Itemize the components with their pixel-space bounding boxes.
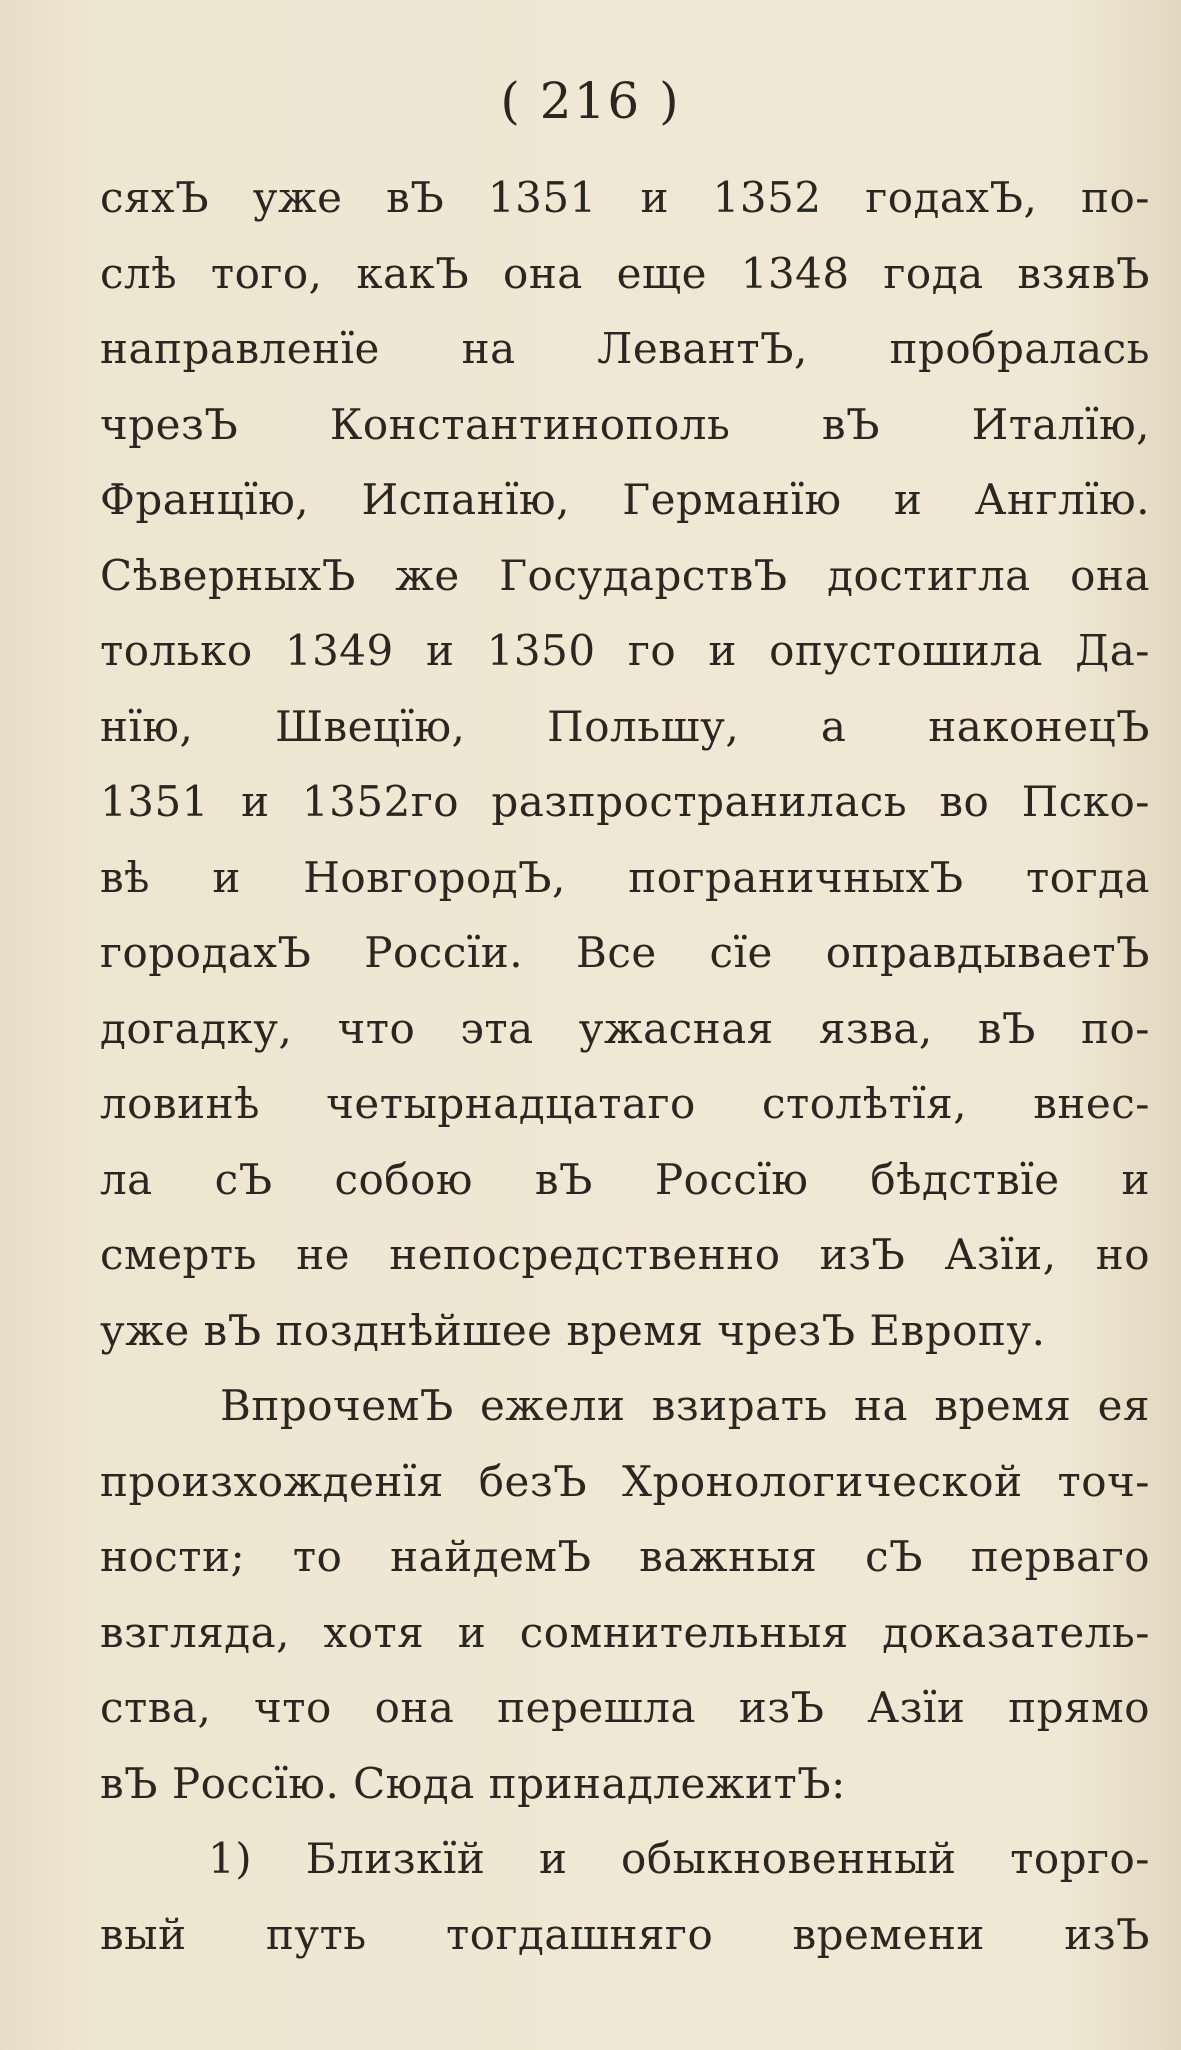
text-line: городахЪ Россїи. Все сїе оправдываетЪ xyxy=(100,928,1150,977)
text-line: слѣ того, какЪ она еще 1348 года взявЪ xyxy=(100,248,1150,298)
text-line: уже вЪ позднѣйшее время чрезЪ Европу. xyxy=(100,1305,1046,1355)
text-line: взгляда, хотя и сомнительныя доказатель- xyxy=(100,1607,1150,1657)
text-line: чрезЪ Константинополь вЪ Италїю, xyxy=(100,399,1150,449)
text-line: вый путь тогдашняго времени изЪ xyxy=(100,1909,1150,1959)
text-line: 1351 и 1352го разпространилась во Пско- xyxy=(100,777,1150,826)
text-line: произхожденїя безЪ Хронологической точ- xyxy=(100,1456,1150,1506)
text-line: СѣверныхЪ же ГосударствЪ достигла она xyxy=(100,550,1150,600)
text-line: ности; то найдемЪ важныя сЪ перваго xyxy=(100,1532,1150,1581)
text-line: вѣ и НовгородЪ, пограничныхЪ тогда xyxy=(100,852,1150,902)
page-number: ( 216 ) xyxy=(500,72,681,130)
text-line: сяхЪ уже вЪ 1351 и 1352 годахЪ, по- xyxy=(100,173,1150,222)
text-line: смерть не непосредственно изЪ Азїи, но xyxy=(100,1230,1150,1279)
text-line: догадку, что эта ужасная язва, вЪ по- xyxy=(100,1003,1150,1053)
text-line: вЪ Россїю. Сюда принадлежитЪ: xyxy=(100,1758,846,1808)
text-line: Францїю, Испанїю, Германїю и Англїю. xyxy=(100,475,1150,524)
text-line: нїю, Швецїю, Польшу, а наконецЪ xyxy=(100,701,1150,751)
text-line: ВпрочемЪ ежели взирать на время ея xyxy=(220,1381,1150,1430)
body-text xyxy=(100,160,1150,1972)
text-line: ства, что она перешла изЪ Азїи прямо xyxy=(100,1683,1150,1732)
text-line: направленїе на ЛевантЪ, пробралась xyxy=(100,324,1150,373)
text-line: ла сЪ собою вЪ Россїю бѣдствїе и xyxy=(100,1154,1150,1204)
text-line: 1) Близкїй и обыкновенный торго- xyxy=(208,1834,1150,1883)
text-line: ловинѣ четырнадцатаго столѣтїя, внес- xyxy=(100,1079,1150,1128)
text-line: только 1349 и 1350 го и опустошила Да- xyxy=(100,626,1150,675)
